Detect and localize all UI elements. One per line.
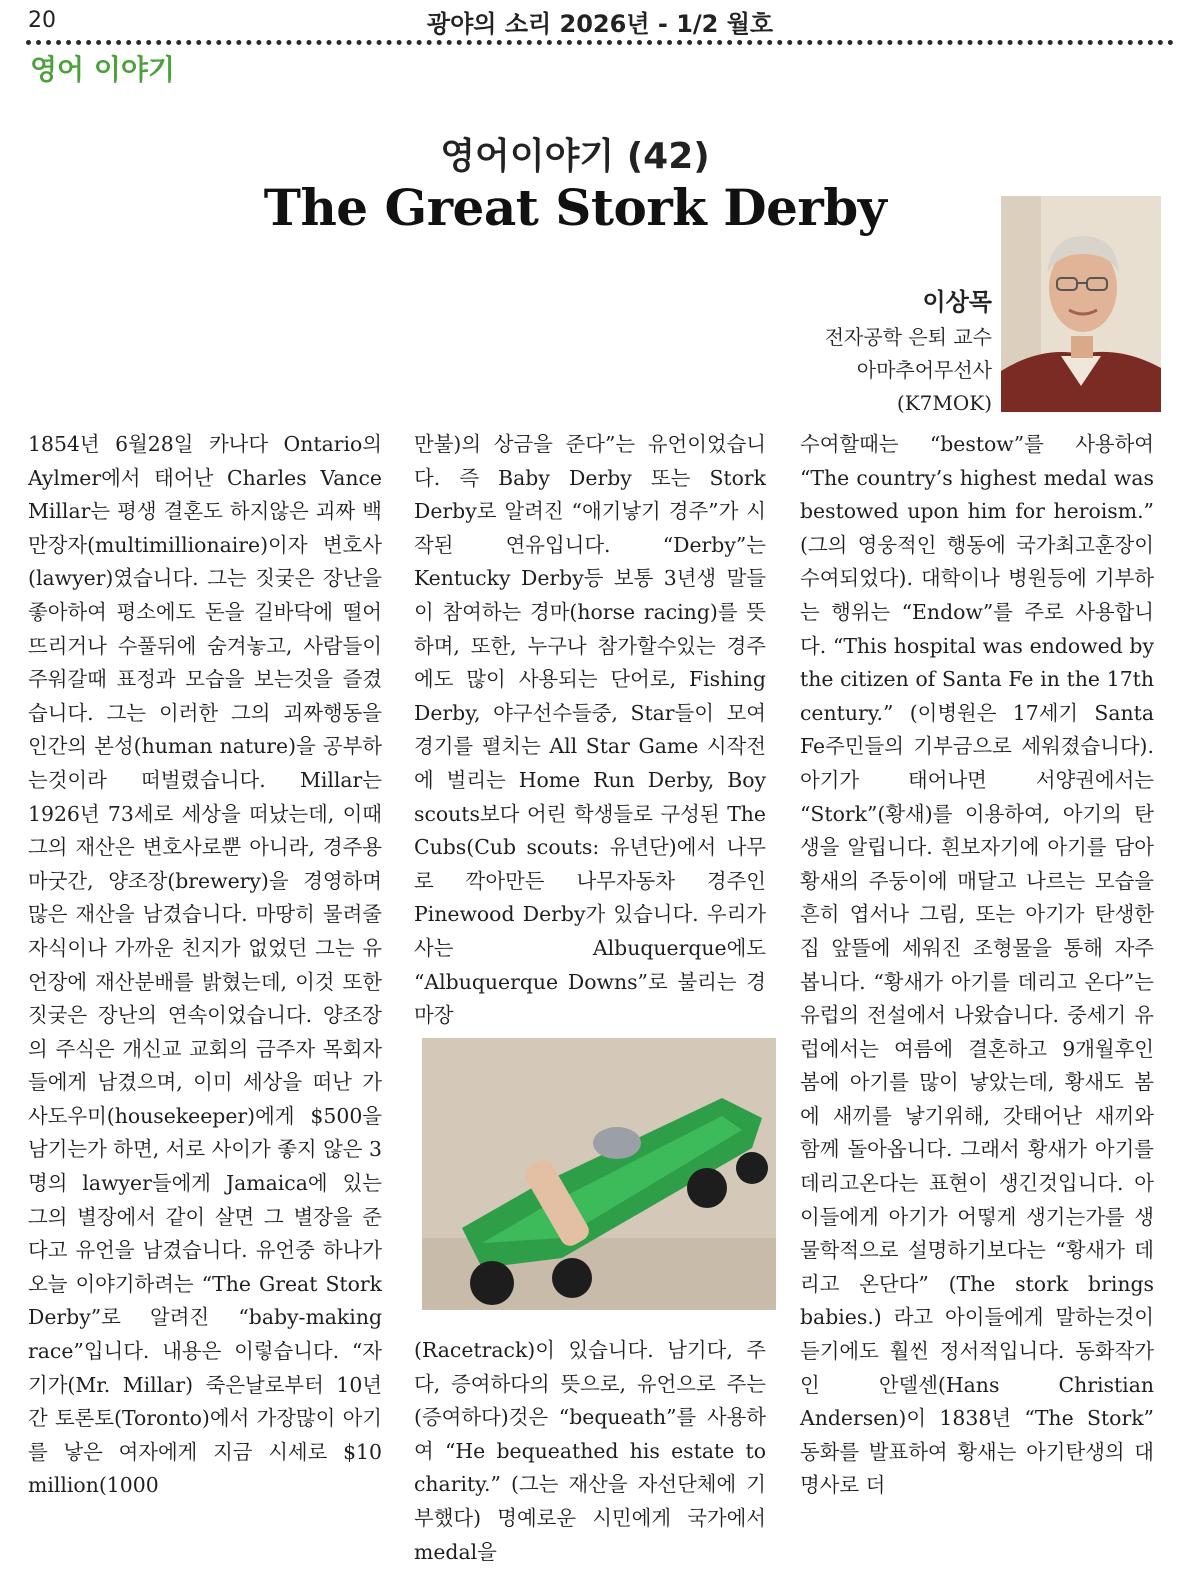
pinewood-derby-car-photo bbox=[422, 1038, 776, 1310]
author-title-1: 전자공학 은퇴 교수 bbox=[824, 325, 992, 349]
author-byline bbox=[825, 282, 992, 420]
body-text: 수여할때는 “bestow”를 사용하여 “The country’s highest medal was bestowed upon him for heroism.” (그의 영웅적인 행동에 국가최고훈장이 수여되었다). 대학이나 병원등에 기부하는 행위는 “Endow”를 주로 사용합니다. “This hospital was endowed by the citizen of Santa Fe in the 17th century.” (이병원은 17세기 Santa Fe주민들의 기부금으로 세워졌습니다). 아기가 태어나면 서양권에서는 “Stork”(황새)를 이용하여, 아기의 탄생을 알립니다. 흰보자기에 아기를 담아 황새의 주둥이에 매달고 나르는 모습을 흔히 엽서나 그림, 또는 아기가 탄생한 집 앞뜰에 세워진 조형물을 통해 자주 봅니다. “황새가 아기를 데리고 온다”는 유럽의 전설에서 나왔습니다. 중세기 유럽에서는 여름에 결혼하고 9개월후인 봄에 아기를 많이 낳았는데, 황새도 봄에 새끼를 낳기위해, 갓태어난 새끼와 함께 돌아옵니다. 그래서 황새가 아기를 데리고온다는 표현이 생긴것입니다. 아이들에게 아기가 어떻게 생기는가를 생물학적으로 설명하기보다는 “황새가 데리고 온단다” (The stork brings babies.) 라고 아이들에게 말하는것이 듣기에도 훨씬 정서적입니다. 동화작가인 안델센(Hans Christian Andersen)이 1838년 “The Stork” 동화를 발표하여 황새는 아기탄생의 대명사로 더 bbox=[800, 432, 1154, 1498]
body-text: (Racetrack)이 있습니다. 남기다, 주다, 증여하다의 뜻으로, 유언으로 주는(증여하다)것은 “bequeath”를 사용하여 “He bequeathed his estate to charity.” (그는 재산을 자선단체에 기부했다) 명예로운 시민에게 국가에서 medal을 bbox=[414, 1338, 766, 1564]
author-title-2: 아마추어무선사 bbox=[856, 358, 992, 382]
body-text: 1854년 6월28일 카나다 Ontario의 Aylmer에서 태어난 Charles Vance Millar는 평생 결혼도 하지않은 괴짜 백만장자(multimillionaire)이자 변호사(lawyer)였습니다. 그는 짓궂은 장난을 좋아하여 평소에도 돈을 길바닥에 떨어뜨리거나 수풀뒤에 숨겨놓고, 사람들이 주워갈때 표정과 모습을 보는것을 즐겼습니다. 그는 이러한 그의 괴짜행동을 인간의 본성(human nature)을 공부하는것이라 떠벌렸습니다. Millar는 1926년 73세로 세상을 떠났는데, 이때 그의 재산은 변호사로뿐 아니라, 경주용 마굿간, 양조장(brewery)을 경영하며 많은 재산을 남겼습니다. 마땅히 물려줄 자식이나 가까운 친지가 없었던 그는 유언장에 재산분배를 밝혔는데, 이것 또한 짓궂은 장난의 연속이었습니다. 양조장의 주식은 개신교 교회의 금주자 목회자들에게 남겼으며, 이미 세상을 떠난 가사도우미(housekeeper)에게 $500을 남기는가 하면, 서로 사이가 좋지 않은 3명의 lawyer들에게 Jamaica에 있는 그의 별장에서 같이 살면 그 별장을 준다고 유언을 남겼습니다. 유언중 하나가 오늘 이야기하려는 “The Great Stork Derby”로 알려진 “baby-making race”입니다. 내용은 이렇습니다. “자기가(Mr. Millar) 죽은날로부터 10년간 토론토(Toronto)에서 가장많이 아기를 낳은 여자에게 지금 시세로 $10 million(1000 bbox=[28, 432, 382, 1498]
publication-title: 광야의 소리 2026년 - 1/2 월호 bbox=[426, 10, 774, 38]
author-name: 이상목 bbox=[922, 288, 992, 316]
page-header bbox=[0, 0, 1200, 44]
page-number: 20 bbox=[28, 8, 56, 33]
body-column-3 bbox=[800, 428, 1154, 1503]
article-title: The Great Stork Derby bbox=[263, 178, 887, 237]
body-column-1 bbox=[28, 428, 382, 1503]
body-text: 만불)의 상금을 준다”는 유언이었습니다. 즉 Baby Derby 또는 Stork Derby로 알려진 “애기낳기 경주”가 시작된 연유입니다. “Derby”는 Kentucky Derby등 보통 3년생 말들이 참여하는 경마(horse racing)를 뜻하며, 또한, 누구나 참가할수있는 경주에도 많이 사용되는 단어로, Fishing Derby, 야구선수들중, Star들이 모여 경기를 펼치는 All Star Game 시작전에 벌리는 Home Run Derby, Boy scouts보다 어린 학생들로 구성된 The Cubs(Cub scouts: 유년단)에서 나무로 깍아만든 나무자동차 경주인 Pinewood Derby가 있습니다. 우리가 사는 Albuquerque에도 “Albuquerque Downs”로 불리는 경마장 bbox=[414, 432, 766, 1028]
author-photo bbox=[1001, 196, 1161, 412]
section-label: 영어 이야기 bbox=[30, 53, 175, 86]
pinewood-car-graphic bbox=[422, 1038, 776, 1310]
article-kicker: 영어이야기 (42) bbox=[440, 136, 710, 177]
author-call-sign: (K7MOK) bbox=[896, 391, 992, 415]
header-dotted-rule bbox=[26, 40, 1174, 45]
author-portrait-graphic bbox=[1001, 196, 1161, 412]
body-column-2 bbox=[414, 428, 766, 1564]
